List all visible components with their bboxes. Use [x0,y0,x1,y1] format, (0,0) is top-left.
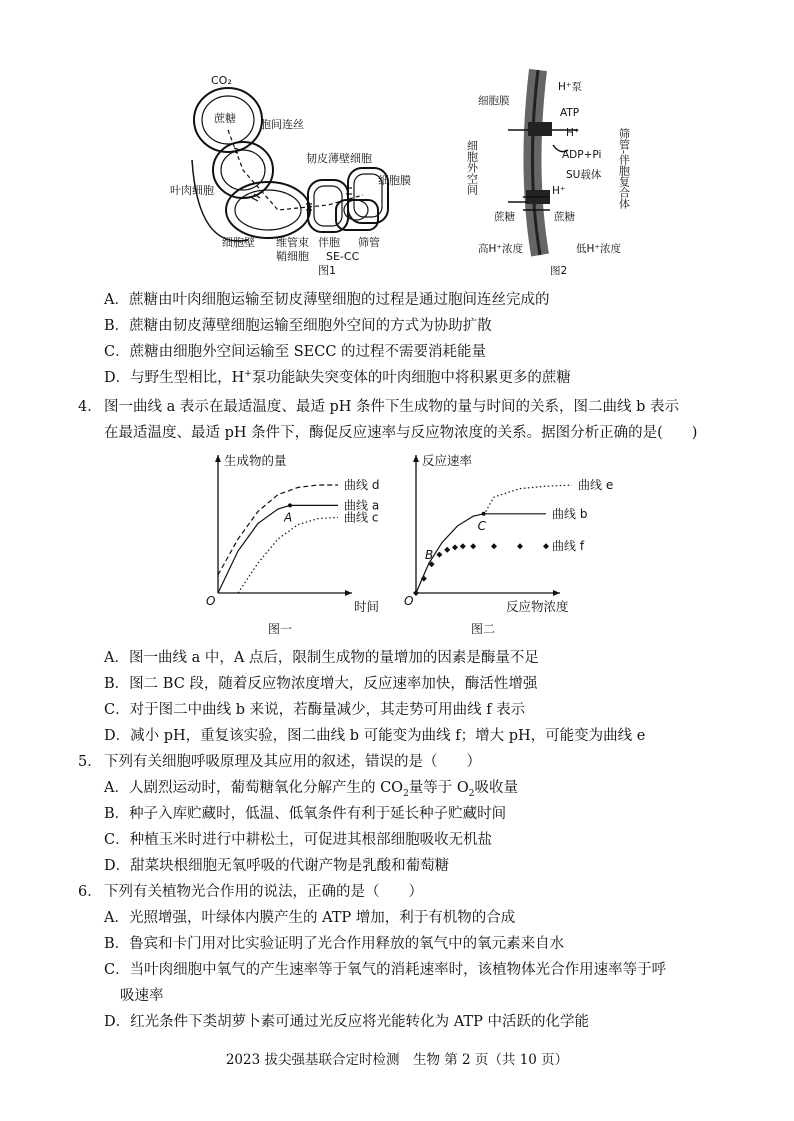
fig2-sucrose-left-label: 蔗糖 [494,211,515,223]
series-2-point-9 [517,543,523,549]
fig1-bundle2-label: 鞘细胞 [276,250,309,263]
q5-a-sub1: 2 [403,788,409,799]
fig2-sucrose-right-label: 蔗糖 [554,211,575,223]
fig1-parenchyma-label: 韧皮薄壁细胞 [306,152,372,165]
fig1-wall-label: 细胞壁 [222,236,255,249]
q5-number: 5． [78,754,102,770]
series-2-point-4 [444,547,450,553]
series-2-label: 曲线 f [552,539,585,554]
fig2-high-label: 高H⁺浓度 [478,243,523,255]
q5-a-pre: A．人剧烈运动时，葡萄糖氧化分解产生的 CO [104,780,404,796]
y-axis-label: 反应速率 [422,453,473,468]
chart-figure-two [398,453,614,636]
q6-option-b: B．鲁宾和卡门用对比实验证明了光合作用释放的氧气中的氧元素来自水 [104,936,565,952]
q5-option-b: B．种子入库贮藏时，低温、低氧条件有利于延长种子贮藏时间 [104,806,507,822]
q3-d-sup: + [244,369,252,380]
y-axis-arrow [215,455,221,462]
fig1-companion-label: 伴胞 [318,236,340,249]
q5-stem: 下列有关细胞呼吸原理及其应用的叙述，错误的是（ ） [104,754,481,770]
origin-label: O [206,594,216,608]
fig1-mesophyll-label: 叶肉细胞 [170,184,214,197]
chart-caption: 图一 [268,622,293,636]
series-2-label: 曲线 c [344,510,379,525]
q3-option-d [104,368,571,388]
fig1-secc-label: SE-CC [326,250,360,263]
figure-2-diagram [465,70,648,278]
point-c-label: C [477,518,486,533]
q3-option-a: A．蔗糖由叶肉细胞运输至韧皮薄壁细胞的过程是通过胞间连丝完成的 [104,292,550,308]
q6-option-c-line2: 吸速率 [120,988,164,1004]
fig1-sieve-label: 筛管 [358,236,380,249]
fig1-co2-label: CO₂ [211,74,232,87]
series-2-point-0 [413,590,419,596]
fig2-su-label: SU载体 [566,169,602,181]
point-a-dot [288,503,292,507]
q3-option-c: C．蔗糖由细胞外空间运输至 SECC 的过程不需要消耗能量 [104,344,487,360]
q3-option-b: B．蔗糖由韧皮薄壁细胞运输至细胞外空间的方式为协助扩散 [104,318,492,334]
series-2-point-3 [436,552,442,558]
point-a-label: A [284,510,293,525]
q4-number: 4． [78,399,102,415]
q5-a-mid: 量等于 O [408,780,469,796]
fig2-adp-label: ADP+Pi [562,149,602,161]
q5-option-a [104,778,518,798]
x-axis-label: 反应物浓度 [506,599,569,614]
series-2-point-7 [470,543,476,549]
fig1-plasmodesmata-label: 胞间连丝 [260,118,304,131]
q4-option-a: A．图一曲线 a 中，A 点后，限制生成物的量增加的因素是酶量不足 [104,650,539,666]
x-axis-arrow [345,590,352,596]
fig2-h1-label: H⁺ [566,127,580,139]
q4-option-b: B．图二 BC 段，随着反应物浓度增大，反应速率加快，酶活性增强 [104,676,538,692]
fig2-caption: 图2 [550,265,568,277]
series-2-point-10 [543,543,549,549]
q6-option-d: D．红光条件下类胡萝卜素可通过光反应将光能转化为 ATP 中活跃的化学能 [104,1014,589,1030]
q5-a-post: 吸收量 [474,780,519,796]
q6-option-c-line1: C．当叶肉细胞中氧气的产生速率等于氧气的消耗速率时，该植物体光合作用速率等于呼 [104,962,667,978]
fig2-secc-label: 筛管-伴胞复合体 [617,128,631,209]
q5-option-c: C．种植玉米时进行中耕松土，可促进其根部细胞吸收无机盐 [104,832,493,848]
q3-d-pre: D．与野生型相比，H [104,370,245,386]
page-footer: 2023 拔尖强基联合定时检测 生物 第 2 页（共 10 页） [225,1052,569,1068]
point-b-label: B [425,548,434,562]
figure-1-diagram [168,70,418,278]
q5-option-d: D．甜菜块根细胞无氧呼吸的代谢产物是乳酸和葡萄糖 [104,858,450,874]
fig1-membrane-label: 细胞膜 [378,174,411,187]
series-1-line [218,505,338,593]
fig2-atp-label: ATP [560,107,580,119]
q3-d-post: 泵功能缺失突变体的叶肉细胞中将积累更多的蔗糖 [251,370,571,386]
q6-option-a: A．光照增强，叶绿体内膜产生的 ATP 增加，利于有机物的合成 [104,910,516,926]
fig1-caption: 图1 [318,264,336,277]
x-axis-label: 时间 [354,599,380,614]
fig2-extracellular-label: 细胞外空间 [465,140,479,195]
series-1-label: 曲线 a [344,498,380,513]
fig2-membrane-label: 细胞膜 [478,95,510,107]
series-2-point-6 [460,543,466,549]
fig1-bundle-label: 维管束 [276,236,309,249]
series-1-label: 曲线 b [552,506,588,521]
series-0-line [218,485,338,575]
fig2-pump-label: H⁺泵 [558,81,582,93]
fig2-h2-label: H⁺ [552,185,566,197]
chart-caption: 图二 [471,622,496,636]
y-axis-label: 生成物的量 [224,453,287,468]
chart-figure-one [198,453,388,636]
series-2-line [238,517,338,593]
q4-stem-line1: 图一曲线 a 表示在最适温度、最适 pH 条件下生成物的量与时间的关系，图二曲线 b 表示 [104,399,680,415]
fig2-low-label: 低H⁺浓度 [576,243,621,255]
series-2-point-8 [491,543,497,549]
q6-stem: 下列有关植物光合作用的说法，正确的是（ ） [104,884,423,900]
q6-number: 6． [78,884,102,900]
origin-label: O [404,594,414,608]
y-axis-arrow [413,455,419,462]
point-c-dot [482,512,486,516]
fig1-sucrose-label: 蔗糖 [214,112,236,125]
x-axis-arrow [553,590,560,596]
q5-a-sub2: 2 [468,788,475,799]
q4-stem-line2: 在最适温度、最适 pH 条件下，酶促反应速率与反应物浓度的关系。据图分析正确的是( ) [104,425,698,441]
q4-option-c: C．对于图二中曲线 b 来说，若酶量减少，其走势可用曲线 f 表示 [104,702,526,718]
series-0-label: 曲线 e [578,478,614,492]
series-0-label: 曲线 d [344,478,380,492]
series-2-point-5 [452,544,458,550]
q4-option-d: D．减小 pH，重复该实验，图二曲线 b 可能变为曲线 f；增大 pH，可能变为曲线 e [104,728,646,744]
